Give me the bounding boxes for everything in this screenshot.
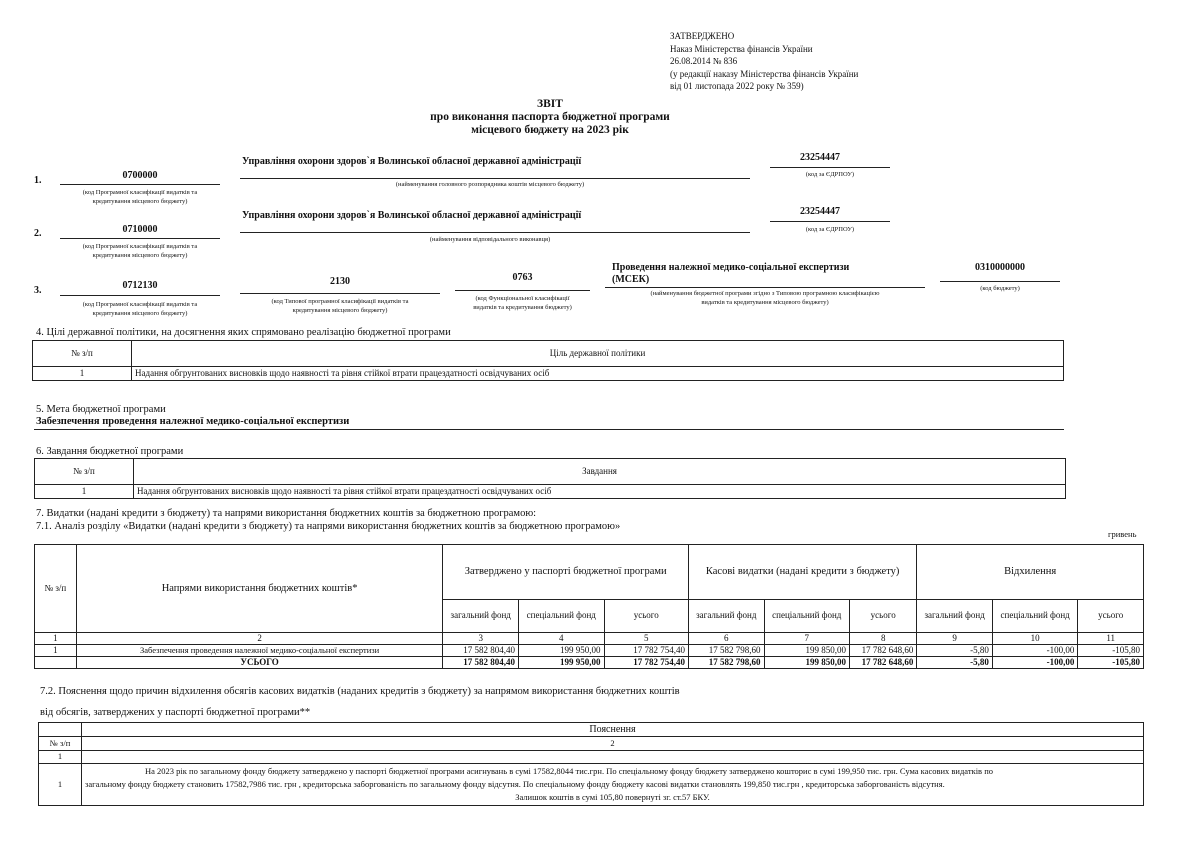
unit-label: гривень xyxy=(1108,529,1137,539)
approval-line: (у редакції наказу Міністерства фінансів України xyxy=(670,68,859,79)
function-caption: (код Функціональної класифікації видатків та кредитування бюджету) xyxy=(473,295,572,311)
col-num-header: № з/п xyxy=(35,459,134,485)
section-7-title: 7. Видатки (надані кредити з бюджету) та напрями використання бюджетних коштів за бюджетною програмою: xyxy=(36,508,537,519)
code-caption: (код Програмної класифікації видатків та кредитування місцевого бюджету) xyxy=(82,301,198,317)
typical-caption: (код Типової програмної класифікації видатків та кредитування місцевого бюджету) xyxy=(271,298,409,314)
section-71-title: 7.1. Аналіз розділу «Видатки (надані кредити з бюджету) та напрями використання бюджетних коштів за бюджетною програмою» xyxy=(36,521,621,532)
explanation-table xyxy=(38,722,1144,806)
total-approved-general: 17 582 804,40 xyxy=(443,657,519,669)
section-72-subtitle: від обсягів, затверджених у паспорті бюджетної програми** xyxy=(40,707,311,718)
table-row xyxy=(35,645,1144,657)
approval-line: Наказ Міністерства фінансів України xyxy=(670,43,813,54)
col-task-header: Завдання xyxy=(134,459,1066,485)
report-subtitle: про виконання паспорта бюджетної програми xyxy=(430,111,670,123)
total-cash-total: 17 782 648,60 xyxy=(850,657,917,669)
direction-name: Забезпечення проведення належної медико-соціальної експертизи xyxy=(76,645,443,657)
row-number: 3. xyxy=(34,285,42,296)
total-row xyxy=(35,657,1144,669)
deviation-general: -5,80 xyxy=(917,645,993,657)
program-code: 0700000 xyxy=(122,170,158,181)
col-special-fund: спеціальний фонд xyxy=(992,600,1078,633)
function-code: 0763 xyxy=(512,272,533,283)
name-caption: (найменування головного розпорядника коштів місцевого бюджету) xyxy=(395,181,585,188)
approved-special: 199 950,00 xyxy=(519,645,605,657)
typical-code: 2130 xyxy=(330,276,350,287)
program-purpose: Забезпечення проведення належної медико-соціальної експертизи xyxy=(36,416,350,427)
report-subtitle: місцевого бюджету на 2023 рік xyxy=(471,124,629,136)
column-number: 1 xyxy=(35,633,77,645)
row-num: 1 xyxy=(39,764,82,806)
column-number: 8 xyxy=(850,633,917,645)
col-special-fund: спеціальний фонд xyxy=(519,600,605,633)
total-deviation-special: -100,00 xyxy=(992,657,1078,669)
code-caption: (код Програмної класифікації видатків та кредитування місцевого бюджету) xyxy=(82,189,198,205)
total-deviation-general: -5,80 xyxy=(917,657,993,669)
col-num-header: № з/п xyxy=(39,737,82,751)
total-approved-total: 17 782 754,40 xyxy=(604,657,688,669)
col-total: усього xyxy=(1078,600,1144,633)
cash-total: 17 782 648,60 xyxy=(850,645,917,657)
goals-table xyxy=(32,340,1064,381)
row-number: 1. xyxy=(34,175,42,186)
column-number: 7 xyxy=(764,633,850,645)
task-text: Надання обгрунтованих висновків щодо наявності та рівня стійкої втрати працездатності освідчуваних осіб xyxy=(134,485,1066,499)
col-total: усього xyxy=(850,600,917,633)
table-row xyxy=(33,367,1064,381)
goal-text: Надання обгрунтованих висновків щодо наявності та рівня стійкої втрати працездатності освідчуваних осіб xyxy=(132,367,1064,381)
section-6-title: 6. Завдання бюджетної програми xyxy=(36,446,184,457)
total-cash-special: 199 850,00 xyxy=(764,657,850,669)
col-goal-header: Ціль державної політики xyxy=(132,341,1064,367)
approval-line: 26.08.2014 № 836 xyxy=(670,56,738,66)
name-caption: (найменування відповідального виконавця) xyxy=(429,236,551,243)
executor-name: Управління охорони здоров`я Волинської обласної державної адміністрації xyxy=(242,210,582,221)
cash-special: 199 850,00 xyxy=(764,645,850,657)
row-num: 1 xyxy=(33,367,132,381)
col-direction-header: Напрями використання бюджетних коштів* xyxy=(76,545,443,633)
table-row xyxy=(39,764,1144,806)
col-explanation-header: Пояснення xyxy=(82,723,1144,737)
deviation-total: -105,80 xyxy=(1078,645,1144,657)
column-number: 9 xyxy=(917,633,993,645)
code-caption: (код Програмної класифікації видатків та кредитування місцевого бюджету) xyxy=(82,243,198,259)
column-number: 3 xyxy=(443,633,519,645)
col-approved-header: Затверджено у паспорті бюджетної програми xyxy=(443,545,689,600)
tasks-table xyxy=(34,458,1066,499)
approved-general: 17 582 804,40 xyxy=(443,645,519,657)
total-approved-special: 199 950,00 xyxy=(519,657,605,669)
program-name: Проведення належної медико-соціальної експертизи (МСЕК) xyxy=(612,262,850,285)
approval-block xyxy=(670,30,858,93)
program-caption: (найменування бюджетної програми згідно з Типовою програмною класифікацією видатків та кредитування місцевого бюджету) xyxy=(650,290,880,306)
total-cash-general: 17 582 798,60 xyxy=(688,657,764,669)
col-deviation-header: Відхилення xyxy=(917,545,1144,600)
table-row xyxy=(35,485,1066,499)
section-4-title: 4. Цілі державної політики, на досягнення яких спрямовано реалізацію бюджетної програми xyxy=(36,327,451,338)
row-num: 1 xyxy=(35,485,134,499)
column-number: 2 xyxy=(76,633,443,645)
row-num: 1 xyxy=(35,645,77,657)
expenditure-table xyxy=(34,544,1144,669)
deviation-special: -100,00 xyxy=(992,645,1078,657)
edrpou-caption: (код за ЄДРПОУ) xyxy=(805,226,855,233)
column-number: 2 xyxy=(82,737,1144,751)
col-general-fund: загальний фонд xyxy=(688,600,764,633)
budget-code: 0310000000 xyxy=(975,262,1025,273)
column-number: 4 xyxy=(519,633,605,645)
col-total: усього xyxy=(604,600,688,633)
program-code: 0712130 xyxy=(122,280,158,291)
section-72-title: 7.2. Пояснення щодо причин відхилення обсягів касових видатків (наданих кредитів з бюджету) за напрямом використання бюджетних коштів xyxy=(40,686,680,697)
edrpou-code: 23254447 xyxy=(800,152,840,163)
cash-general: 17 582 798,60 xyxy=(688,645,764,657)
col-general-fund: загальний фонд xyxy=(917,600,993,633)
section-5-title: 5. Мета бюджетної програми xyxy=(36,404,166,415)
report-title: ЗВІТ xyxy=(537,98,563,110)
program-code: 0710000 xyxy=(122,224,158,235)
approval-line: від 01 листопада 2022 року № 359) xyxy=(670,81,804,91)
row-number: 2. xyxy=(34,228,42,239)
total-label: УСЬОГО xyxy=(76,657,443,669)
edrpou-caption: (код за ЄДРПОУ) xyxy=(805,171,855,178)
approval-title: ЗАТВЕРДЖЕНО xyxy=(670,31,735,41)
explanation-text: На 2023 рік по загальному фонду бюджету затверджено у паспорті бюджетної програми асигнувань в сумі 17582,8044 тис.грн. По спеціальному фонду бюджету затверджено кошторис в сумі 199,950 тис. грн. Сума касових видатків по загальному фонду бюджету становить 17582,7986 тис. грн , кредиторська заборгованість по загальному фонду відсутня. По спеціальному фонду бюджету касові видатки становлять 199,850 тис.грн , кредиторська заборгованість відсутня. Залишок коштів в сумі 105,80 повернуті зг. ст.57 БКУ. xyxy=(82,764,1144,806)
col-special-fund: спеціальний фонд xyxy=(764,600,850,633)
main-manager-name: Управління охорони здоров`я Волинської обласної державної адміністрації xyxy=(242,156,582,167)
column-number: 11 xyxy=(1078,633,1144,645)
edrpou-code: 23254447 xyxy=(800,206,840,217)
column-number: 5 xyxy=(604,633,688,645)
column-number: 1 xyxy=(39,751,82,764)
budget-caption: (код бюджету) xyxy=(980,285,1020,292)
column-number: 6 xyxy=(688,633,764,645)
col-num-header: № з/п xyxy=(35,545,77,633)
approved-total: 17 782 754,40 xyxy=(604,645,688,657)
total-deviation-total: -105,80 xyxy=(1078,657,1144,669)
col-num-header: № з/п xyxy=(33,341,132,367)
col-cash-header: Касові видатки (надані кредити з бюджету) xyxy=(688,545,916,600)
column-numbers-row xyxy=(35,633,1144,645)
report-header xyxy=(390,98,710,137)
column-number: 10 xyxy=(992,633,1078,645)
col-general-fund: загальний фонд xyxy=(443,600,519,633)
